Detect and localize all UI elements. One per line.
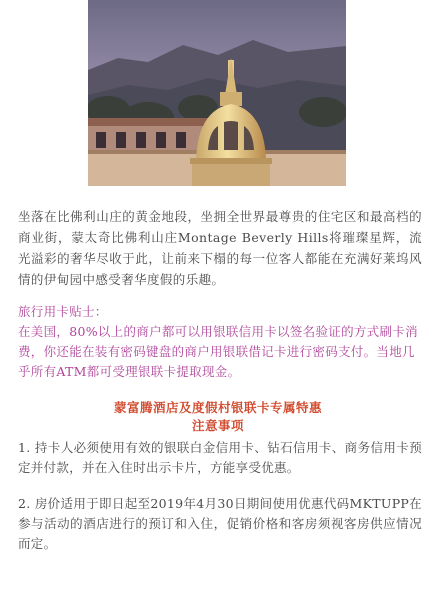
term-item-1: 1. 持卡人必须使用有效的银联白金信用卡、钻石信用卡、商务信用卡预定并付款，并在入住时出示卡片，方能享受优惠。 bbox=[18, 440, 422, 475]
intro-paragraph: 坐落在比佛利山庄的黄金地段，坐拥全世界最尊贵的住宅区和最高档的商业街，蒙太奇比佛利山庄Montage Beverly Hills将璀璨星辉，流光溢彩的奢华尽收于此，让前来下榻的每一位客人都能在充满好莱坞风情的伊甸园中感受奢华度假的乐趣。 bbox=[18, 209, 422, 287]
tips-body: 在美国，80%以上的商户都可以用银联信用卡以签名验证的方式刷卡消费，你还能在装有密码键盘的商户用银联借记卡进行密码支付。当地几乎所有ATM都可受理银联卡提取现金。 bbox=[18, 324, 418, 379]
term-item-2: 2. 房价适用于即日起至2019年4月30日期间使用优惠代码MKTUPP在参与活动的酒店进行的预订和入住，促销价格和客房须视客房供应情况而定。 bbox=[18, 496, 422, 551]
travel-tips bbox=[18, 302, 422, 382]
hero-image bbox=[88, 0, 346, 186]
tips-title: 旅行用卡贴士： bbox=[18, 304, 108, 319]
offer-title: 蒙富腾酒店及度假村银联卡专属特惠 bbox=[113, 400, 322, 415]
offer-subtitle: 注意事项 bbox=[191, 418, 244, 433]
